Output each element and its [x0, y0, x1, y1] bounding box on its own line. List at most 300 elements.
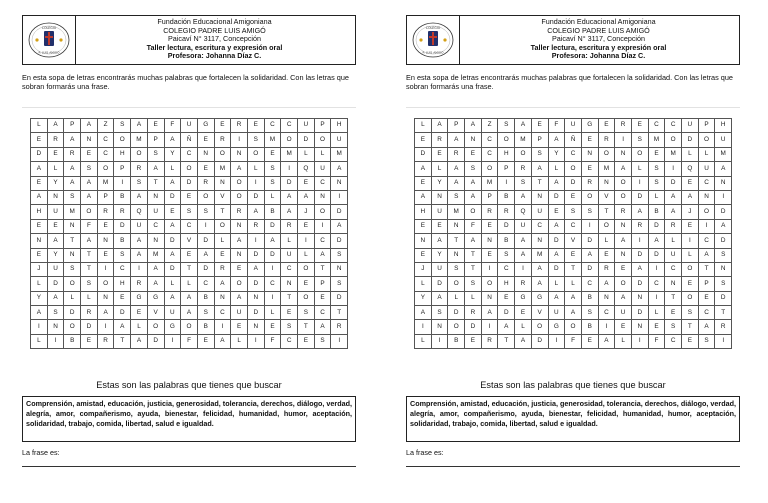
grid-cell[interactable]: N: [415, 234, 432, 248]
grid-cell[interactable]: E: [231, 320, 248, 334]
grid-cell[interactable]: C: [314, 306, 331, 320]
grid-cell[interactable]: D: [431, 277, 448, 291]
grid-cell[interactable]: S: [64, 262, 81, 276]
grid-cell[interactable]: L: [415, 119, 432, 133]
grid-cell[interactable]: D: [114, 306, 131, 320]
grid-cell[interactable]: A: [465, 190, 482, 204]
grid-cell[interactable]: I: [97, 262, 114, 276]
grid-cell[interactable]: P: [531, 133, 548, 147]
grid-cell[interactable]: N: [598, 176, 615, 190]
grid-cell[interactable]: R: [97, 205, 114, 219]
grid-cell[interactable]: R: [114, 205, 131, 219]
grid-cell[interactable]: A: [281, 205, 298, 219]
grid-cell[interactable]: E: [682, 176, 699, 190]
grid-cell[interactable]: A: [648, 234, 665, 248]
grid-cell[interactable]: R: [331, 320, 348, 334]
grid-cell[interactable]: S: [682, 306, 699, 320]
grid-cell[interactable]: E: [598, 119, 615, 133]
grid-cell[interactable]: M: [515, 133, 532, 147]
grid-cell[interactable]: M: [715, 147, 732, 161]
grid-cell[interactable]: I: [498, 176, 515, 190]
grid-cell[interactable]: C: [698, 306, 715, 320]
grid-cell[interactable]: E: [415, 248, 432, 262]
grid-cell[interactable]: R: [231, 119, 248, 133]
grid-cell[interactable]: E: [298, 219, 315, 233]
grid-cell[interactable]: O: [181, 320, 198, 334]
grid-cell[interactable]: S: [314, 334, 331, 348]
grid-cell[interactable]: E: [498, 291, 515, 305]
grid-cell[interactable]: A: [531, 162, 548, 176]
grid-cell[interactable]: L: [298, 147, 315, 161]
grid-cell[interactable]: D: [181, 176, 198, 190]
grid-cell[interactable]: R: [665, 219, 682, 233]
grid-cell[interactable]: Q: [515, 205, 532, 219]
grid-cell[interactable]: C: [147, 219, 164, 233]
grid-cell[interactable]: O: [565, 320, 582, 334]
grid-cell[interactable]: N: [615, 147, 632, 161]
grid-cell[interactable]: L: [631, 162, 648, 176]
grid-cell[interactable]: R: [281, 219, 298, 233]
grid-cell[interactable]: A: [548, 248, 565, 262]
grid-cell[interactable]: B: [498, 234, 515, 248]
grid-cell[interactable]: R: [615, 205, 632, 219]
grid-cell[interactable]: O: [81, 205, 98, 219]
grid-cell[interactable]: V: [565, 234, 582, 248]
grid-cell[interactable]: D: [247, 306, 264, 320]
grid-cell[interactable]: E: [431, 147, 448, 161]
grid-cell[interactable]: D: [631, 248, 648, 262]
grid-cell[interactable]: V: [598, 190, 615, 204]
grid-cell[interactable]: S: [581, 205, 598, 219]
grid-cell[interactable]: O: [498, 133, 515, 147]
grid-cell[interactable]: M: [531, 248, 548, 262]
grid-cell[interactable]: H: [498, 277, 515, 291]
grid-cell[interactable]: O: [64, 320, 81, 334]
grid-cell[interactable]: H: [114, 147, 131, 161]
grid-cell[interactable]: A: [698, 248, 715, 262]
grid-cell[interactable]: S: [197, 205, 214, 219]
grid-cell[interactable]: T: [465, 248, 482, 262]
grid-cell[interactable]: D: [298, 133, 315, 147]
grid-cell[interactable]: R: [131, 277, 148, 291]
grid-cell[interactable]: E: [81, 147, 98, 161]
grid-cell[interactable]: R: [97, 334, 114, 348]
grid-cell[interactable]: P: [448, 119, 465, 133]
grid-cell[interactable]: A: [247, 205, 264, 219]
grid-cell[interactable]: L: [47, 162, 64, 176]
grid-cell[interactable]: S: [565, 205, 582, 219]
grid-cell[interactable]: S: [47, 306, 64, 320]
grid-cell[interactable]: O: [698, 205, 715, 219]
grid-cell[interactable]: N: [698, 190, 715, 204]
grid-cell[interactable]: S: [431, 306, 448, 320]
grid-cell[interactable]: B: [197, 320, 214, 334]
grid-cell[interactable]: F: [181, 334, 198, 348]
grid-cell[interactable]: S: [197, 306, 214, 320]
grid-cell[interactable]: I: [47, 334, 64, 348]
grid-cell[interactable]: E: [298, 176, 315, 190]
grid-cell[interactable]: M: [281, 147, 298, 161]
grid-cell[interactable]: N: [147, 234, 164, 248]
grid-cell[interactable]: L: [81, 291, 98, 305]
grid-cell[interactable]: D: [565, 176, 582, 190]
grid-cell[interactable]: P: [114, 162, 131, 176]
grid-cell[interactable]: R: [247, 219, 264, 233]
grid-cell[interactable]: N: [64, 219, 81, 233]
grid-cell[interactable]: I: [415, 320, 432, 334]
grid-cell[interactable]: M: [147, 248, 164, 262]
grid-cell[interactable]: N: [465, 133, 482, 147]
grid-cell[interactable]: Z: [481, 119, 498, 133]
grid-cell[interactable]: I: [114, 176, 131, 190]
grid-cell[interactable]: E: [598, 248, 615, 262]
grid-cell[interactable]: A: [548, 291, 565, 305]
grid-cell[interactable]: C: [648, 277, 665, 291]
grid-cell[interactable]: L: [131, 320, 148, 334]
grid-cell[interactable]: P: [481, 190, 498, 204]
grid-cell[interactable]: D: [548, 234, 565, 248]
grid-cell[interactable]: B: [114, 190, 131, 204]
grid-cell[interactable]: O: [581, 190, 598, 204]
grid-cell[interactable]: E: [214, 119, 231, 133]
grid-cell[interactable]: R: [598, 133, 615, 147]
grid-cell[interactable]: E: [147, 119, 164, 133]
grid-cell[interactable]: O: [448, 320, 465, 334]
grid-cell[interactable]: E: [164, 205, 181, 219]
grid-cell[interactable]: A: [164, 133, 181, 147]
grid-cell[interactable]: O: [97, 277, 114, 291]
grid-cell[interactable]: N: [631, 291, 648, 305]
grid-cell[interactable]: D: [665, 176, 682, 190]
grid-cell[interactable]: P: [698, 119, 715, 133]
grid-cell[interactable]: S: [264, 162, 281, 176]
grid-cell[interactable]: U: [515, 219, 532, 233]
grid-cell[interactable]: C: [531, 219, 548, 233]
grid-cell[interactable]: O: [181, 162, 198, 176]
grid-cell[interactable]: I: [247, 234, 264, 248]
grid-cell[interactable]: C: [281, 262, 298, 276]
grid-cell[interactable]: A: [615, 162, 632, 176]
grid-cell[interactable]: L: [31, 334, 48, 348]
grid-cell[interactable]: N: [431, 190, 448, 204]
grid-cell[interactable]: R: [197, 176, 214, 190]
grid-cell[interactable]: O: [231, 176, 248, 190]
grid-cell[interactable]: O: [665, 133, 682, 147]
grid-cell[interactable]: B: [64, 334, 81, 348]
grid-cell[interactable]: S: [648, 176, 665, 190]
grid-cell[interactable]: E: [615, 262, 632, 276]
grid-cell[interactable]: A: [415, 306, 432, 320]
grid-cell[interactable]: F: [465, 219, 482, 233]
grid-cell[interactable]: N: [81, 133, 98, 147]
grid-cell[interactable]: D: [31, 147, 48, 161]
grid-cell[interactable]: N: [231, 147, 248, 161]
grid-cell[interactable]: J: [415, 262, 432, 276]
grid-cell[interactable]: R: [431, 133, 448, 147]
grid-cell[interactable]: O: [247, 147, 264, 161]
grid-cell[interactable]: N: [448, 219, 465, 233]
grid-cell[interactable]: G: [548, 320, 565, 334]
grid-cell[interactable]: L: [64, 291, 81, 305]
grid-cell[interactable]: F: [565, 334, 582, 348]
grid-cell[interactable]: I: [231, 133, 248, 147]
grid-cell[interactable]: H: [715, 119, 732, 133]
grid-cell[interactable]: E: [648, 320, 665, 334]
grid-cell[interactable]: E: [247, 119, 264, 133]
grid-cell[interactable]: A: [565, 306, 582, 320]
grid-cell[interactable]: A: [231, 162, 248, 176]
grid-cell[interactable]: H: [114, 277, 131, 291]
grid-cell[interactable]: A: [465, 119, 482, 133]
grid-cell[interactable]: O: [448, 277, 465, 291]
grid-cell[interactable]: O: [615, 190, 632, 204]
grid-cell[interactable]: A: [415, 190, 432, 204]
grid-cell[interactable]: L: [448, 291, 465, 305]
grid-cell[interactable]: S: [81, 162, 98, 176]
grid-cell[interactable]: A: [131, 334, 148, 348]
grid-cell[interactable]: I: [615, 133, 632, 147]
grid-cell[interactable]: B: [448, 334, 465, 348]
grid-cell[interactable]: A: [64, 176, 81, 190]
grid-cell[interactable]: O: [281, 133, 298, 147]
grid-cell[interactable]: L: [431, 162, 448, 176]
grid-cell[interactable]: T: [314, 262, 331, 276]
grid-cell[interactable]: A: [598, 277, 615, 291]
grid-cell[interactable]: C: [281, 119, 298, 133]
grid-cell[interactable]: C: [214, 306, 231, 320]
grid-cell[interactable]: R: [631, 219, 648, 233]
grid-cell[interactable]: N: [64, 248, 81, 262]
grid-cell[interactable]: L: [231, 334, 248, 348]
grid-cell[interactable]: A: [64, 162, 81, 176]
grid-cell[interactable]: N: [31, 234, 48, 248]
grid-cell[interactable]: T: [498, 334, 515, 348]
grid-cell[interactable]: I: [715, 334, 732, 348]
grid-cell[interactable]: O: [231, 190, 248, 204]
grid-cell[interactable]: R: [214, 133, 231, 147]
grid-cell[interactable]: L: [548, 277, 565, 291]
grid-cell[interactable]: C: [181, 219, 198, 233]
grid-cell[interactable]: A: [97, 306, 114, 320]
grid-cell[interactable]: J: [298, 205, 315, 219]
grid-cell[interactable]: A: [682, 190, 699, 204]
grid-cell[interactable]: I: [264, 291, 281, 305]
grid-cell[interactable]: F: [164, 119, 181, 133]
grid-cell[interactable]: D: [715, 234, 732, 248]
grid-cell[interactable]: I: [515, 262, 532, 276]
grid-cell[interactable]: L: [465, 291, 482, 305]
grid-cell[interactable]: T: [114, 334, 131, 348]
grid-cell[interactable]: O: [565, 162, 582, 176]
grid-cell[interactable]: R: [515, 162, 532, 176]
grid-cell[interactable]: C: [648, 119, 665, 133]
grid-cell[interactable]: O: [631, 147, 648, 161]
grid-cell[interactable]: S: [81, 277, 98, 291]
grid-cell[interactable]: O: [64, 277, 81, 291]
grid-cell[interactable]: O: [314, 205, 331, 219]
grid-cell[interactable]: I: [314, 219, 331, 233]
grid-cell[interactable]: F: [648, 334, 665, 348]
grid-cell[interactable]: T: [665, 291, 682, 305]
grid-cell[interactable]: M: [598, 162, 615, 176]
grid-cell[interactable]: O: [598, 147, 615, 161]
grid-cell[interactable]: A: [548, 219, 565, 233]
grid-cell[interactable]: R: [481, 334, 498, 348]
grid-cell[interactable]: E: [31, 133, 48, 147]
grid-cell[interactable]: D: [331, 291, 348, 305]
grid-cell[interactable]: E: [682, 334, 699, 348]
grid-cell[interactable]: N: [715, 262, 732, 276]
grid-cell[interactable]: C: [565, 147, 582, 161]
grid-cell[interactable]: N: [615, 248, 632, 262]
grid-cell[interactable]: A: [131, 190, 148, 204]
grid-cell[interactable]: U: [615, 306, 632, 320]
grid-cell[interactable]: E: [197, 133, 214, 147]
grid-cell[interactable]: Y: [47, 248, 64, 262]
grid-cell[interactable]: A: [31, 190, 48, 204]
grid-cell[interactable]: A: [531, 262, 548, 276]
grid-cell[interactable]: I: [247, 176, 264, 190]
grid-cell[interactable]: A: [314, 248, 331, 262]
grid-cell[interactable]: O: [147, 320, 164, 334]
grid-cell[interactable]: I: [214, 320, 231, 334]
grid-cell[interactable]: N: [214, 291, 231, 305]
grid-cell[interactable]: E: [615, 320, 632, 334]
grid-cell[interactable]: U: [131, 219, 148, 233]
grid-cell[interactable]: B: [114, 234, 131, 248]
grid-cell[interactable]: N: [231, 248, 248, 262]
grid-cell[interactable]: N: [147, 190, 164, 204]
grid-cell[interactable]: T: [81, 262, 98, 276]
grid-cell[interactable]: D: [548, 262, 565, 276]
grid-cell[interactable]: J: [682, 205, 699, 219]
grid-cell[interactable]: L: [264, 306, 281, 320]
grid-cell[interactable]: I: [31, 320, 48, 334]
grid-cell[interactable]: C: [314, 234, 331, 248]
grid-cell[interactable]: A: [231, 234, 248, 248]
grid-cell[interactable]: T: [214, 205, 231, 219]
grid-cell[interactable]: F: [548, 119, 565, 133]
grid-cell[interactable]: A: [515, 190, 532, 204]
grid-cell[interactable]: E: [581, 334, 598, 348]
grid-cell[interactable]: D: [47, 277, 64, 291]
grid-cell[interactable]: E: [465, 334, 482, 348]
grid-cell[interactable]: L: [31, 119, 48, 133]
grid-cell[interactable]: H: [415, 205, 432, 219]
grid-cell[interactable]: A: [164, 219, 181, 233]
grid-cell[interactable]: D: [531, 334, 548, 348]
grid-cell[interactable]: D: [164, 262, 181, 276]
grid-cell[interactable]: O: [298, 291, 315, 305]
grid-cell[interactable]: A: [431, 234, 448, 248]
grid-cell[interactable]: I: [481, 262, 498, 276]
grid-cell[interactable]: C: [598, 306, 615, 320]
grid-cell[interactable]: E: [298, 277, 315, 291]
grid-cell[interactable]: A: [47, 234, 64, 248]
grid-cell[interactable]: R: [47, 133, 64, 147]
grid-cell[interactable]: R: [231, 205, 248, 219]
grid-cell[interactable]: O: [531, 320, 548, 334]
grid-cell[interactable]: G: [531, 291, 548, 305]
grid-cell[interactable]: U: [431, 262, 448, 276]
grid-cell[interactable]: I: [298, 234, 315, 248]
grid-cell[interactable]: S: [298, 306, 315, 320]
grid-cell[interactable]: I: [682, 234, 699, 248]
grid-cell[interactable]: S: [131, 176, 148, 190]
grid-cell[interactable]: E: [264, 147, 281, 161]
grid-cell[interactable]: A: [247, 262, 264, 276]
grid-cell[interactable]: N: [247, 291, 264, 305]
grid-cell[interactable]: E: [264, 320, 281, 334]
grid-cell[interactable]: C: [197, 277, 214, 291]
grid-cell[interactable]: T: [698, 262, 715, 276]
grid-cell[interactable]: Y: [548, 147, 565, 161]
grid-cell[interactable]: E: [47, 219, 64, 233]
grid-cell[interactable]: A: [515, 119, 532, 133]
grid-cell[interactable]: U: [281, 248, 298, 262]
grid-cell[interactable]: C: [498, 262, 515, 276]
grid-cell[interactable]: A: [565, 291, 582, 305]
grid-cell[interactable]: L: [548, 162, 565, 176]
grid-cell[interactable]: M: [214, 162, 231, 176]
grid-cell[interactable]: E: [97, 219, 114, 233]
grid-cell[interactable]: N: [247, 320, 264, 334]
grid-cell[interactable]: E: [481, 248, 498, 262]
grid-cell[interactable]: R: [131, 162, 148, 176]
grid-cell[interactable]: C: [97, 133, 114, 147]
grid-cell[interactable]: A: [448, 176, 465, 190]
grid-cell[interactable]: U: [314, 162, 331, 176]
grid-cell[interactable]: D: [264, 219, 281, 233]
grid-cell[interactable]: S: [465, 162, 482, 176]
grid-cell[interactable]: U: [231, 306, 248, 320]
grid-cell[interactable]: S: [698, 334, 715, 348]
grid-cell[interactable]: I: [97, 320, 114, 334]
grid-cell[interactable]: N: [214, 176, 231, 190]
grid-cell[interactable]: V: [147, 306, 164, 320]
grid-cell[interactable]: A: [281, 190, 298, 204]
grid-cell[interactable]: I: [631, 176, 648, 190]
grid-cell[interactable]: S: [181, 205, 198, 219]
grid-cell[interactable]: I: [281, 162, 298, 176]
grid-cell[interactable]: E: [565, 190, 582, 204]
grid-cell[interactable]: T: [147, 176, 164, 190]
grid-cell[interactable]: E: [31, 248, 48, 262]
grid-cell[interactable]: T: [298, 320, 315, 334]
grid-cell[interactable]: D: [548, 190, 565, 204]
grid-cell[interactable]: B: [498, 190, 515, 204]
grid-cell[interactable]: C: [481, 147, 498, 161]
grid-cell[interactable]: R: [64, 147, 81, 161]
grid-cell[interactable]: N: [665, 277, 682, 291]
grid-cell[interactable]: P: [698, 277, 715, 291]
grid-cell[interactable]: T: [281, 291, 298, 305]
grid-cell[interactable]: D: [64, 306, 81, 320]
grid-cell[interactable]: C: [698, 176, 715, 190]
grid-cell[interactable]: A: [548, 133, 565, 147]
grid-cell[interactable]: G: [164, 320, 181, 334]
grid-cell[interactable]: S: [448, 262, 465, 276]
grid-cell[interactable]: U: [565, 119, 582, 133]
grid-cell[interactable]: N: [615, 219, 632, 233]
grid-cell[interactable]: E: [665, 306, 682, 320]
grid-cell[interactable]: E: [97, 248, 114, 262]
grid-cell[interactable]: A: [147, 162, 164, 176]
grid-cell[interactable]: A: [665, 205, 682, 219]
grid-cell[interactable]: B: [581, 320, 598, 334]
grid-cell[interactable]: L: [298, 248, 315, 262]
grid-cell[interactable]: A: [47, 291, 64, 305]
